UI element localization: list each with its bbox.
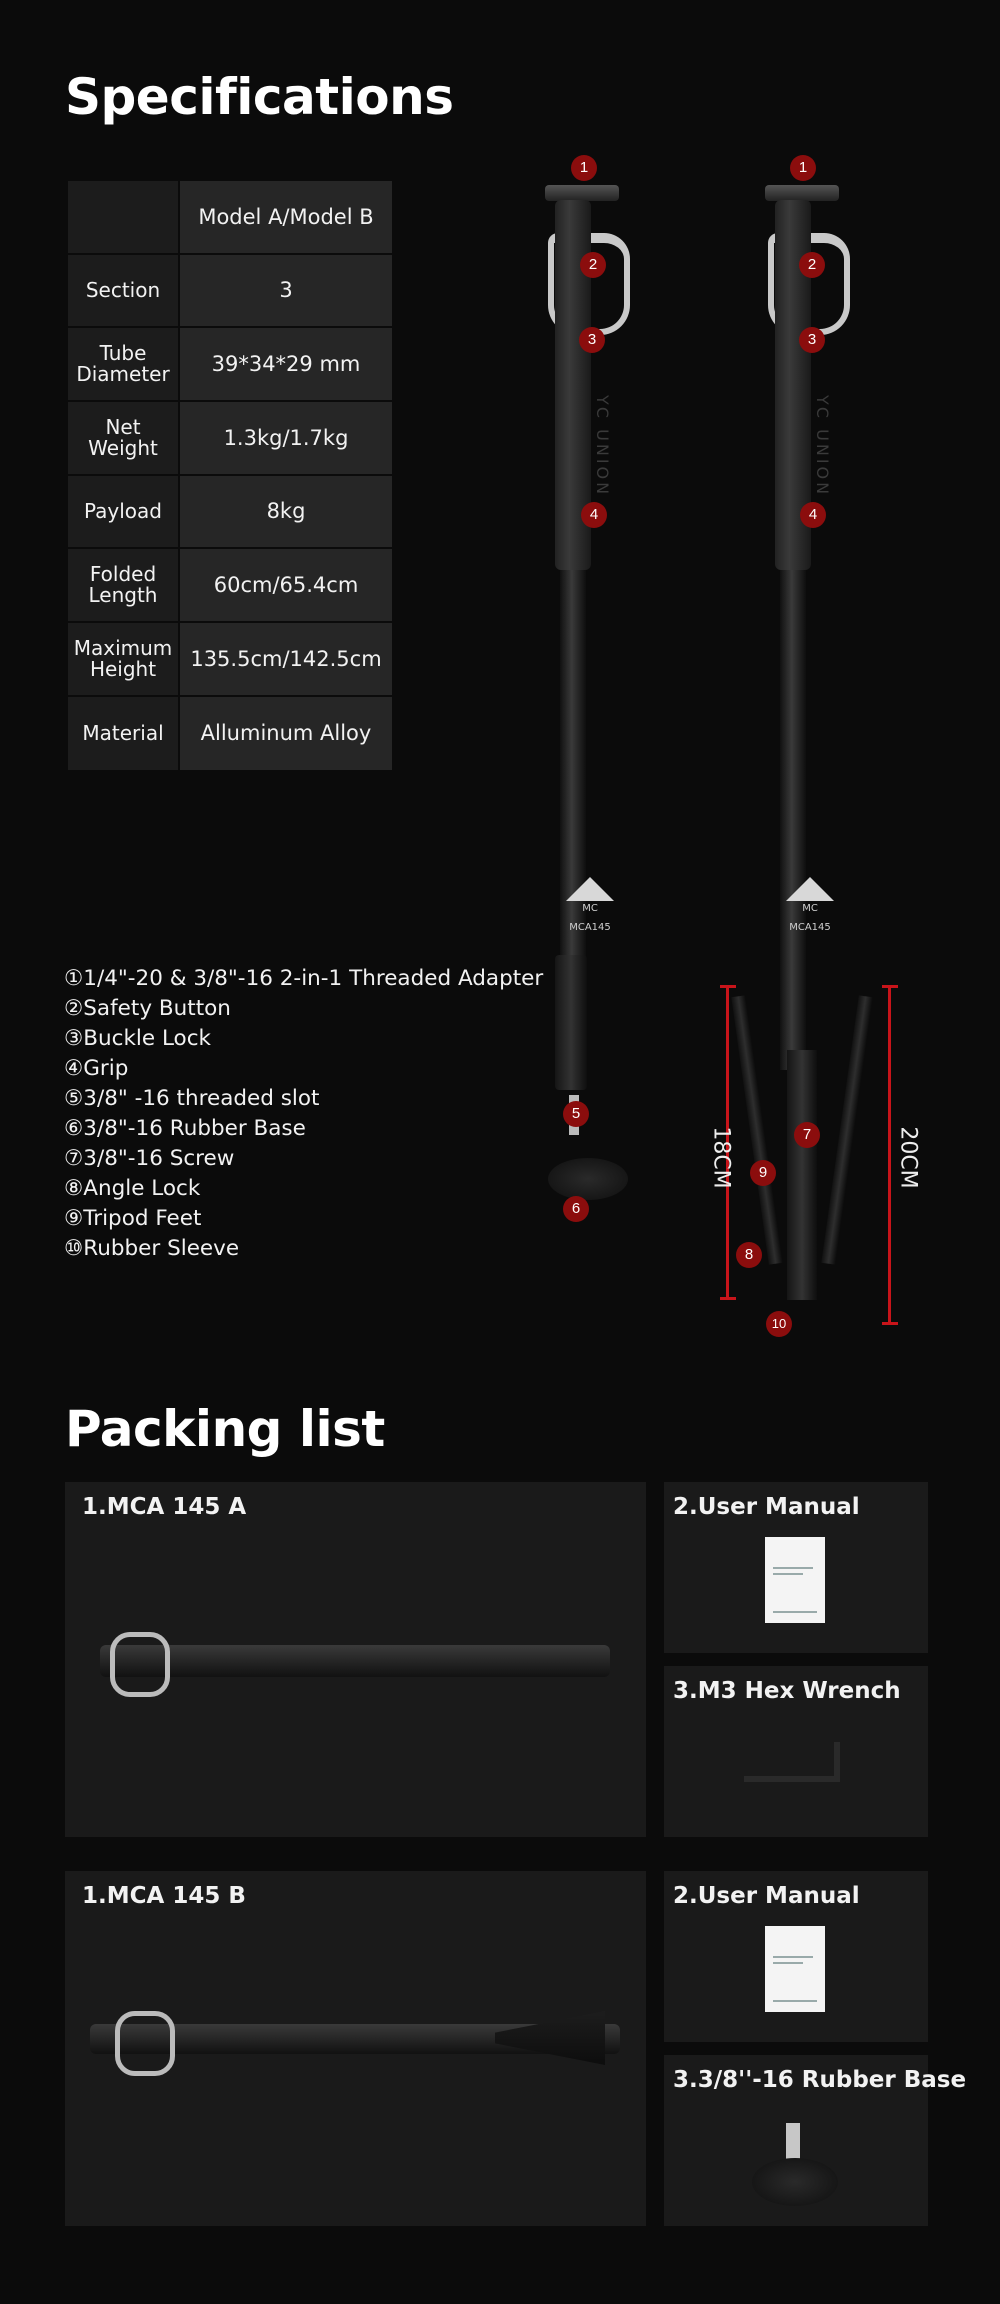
spec-label: Section bbox=[68, 254, 179, 327]
spec-value: 39*34*29 mm bbox=[179, 327, 392, 401]
spec-value: Alluminum Alloy bbox=[179, 696, 392, 771]
tripod-leg-left bbox=[731, 995, 782, 1264]
callout-badge: 3 bbox=[799, 327, 825, 353]
dimension-cap bbox=[720, 1297, 736, 1300]
spec-table bbox=[68, 181, 392, 772]
feature-item: ⑤3/8" -16 threaded slot bbox=[64, 1086, 320, 1111]
logo-a bbox=[566, 877, 614, 901]
monopod-b-feet bbox=[495, 2011, 605, 2065]
spec-value: 135.5cm/142.5cm bbox=[179, 622, 392, 696]
feature-item: ③Buckle Lock bbox=[64, 1026, 211, 1051]
callout-badge: 10 bbox=[766, 1311, 792, 1337]
dimension-cap bbox=[720, 985, 736, 988]
spec-value: 3 bbox=[179, 254, 392, 327]
rubber-base-a bbox=[548, 1158, 628, 1200]
monopod-b-buckle bbox=[115, 2011, 175, 2076]
hex-wrench-handle bbox=[834, 1742, 840, 1782]
spec-header-empty bbox=[68, 181, 179, 254]
callout-badge: 1 bbox=[790, 155, 816, 181]
spec-header-model: Model A/Model B bbox=[179, 181, 392, 254]
manual-icon bbox=[765, 1926, 825, 2012]
monopod-a-photo bbox=[100, 1645, 610, 1677]
model-text-b: MCA145 bbox=[789, 922, 831, 933]
feature-item: ⑧Angle Lock bbox=[64, 1176, 201, 1201]
kit-a-manual-box bbox=[664, 1482, 928, 1653]
spec-value: 1.3kg/1.7kg bbox=[179, 401, 392, 475]
spec-value: 60cm/65.4cm bbox=[179, 548, 392, 622]
dimension-cap bbox=[882, 985, 898, 988]
callout-badge: 7 bbox=[794, 1122, 820, 1148]
dimension-line-right bbox=[888, 985, 891, 1325]
model-text-a: MCA145 bbox=[569, 922, 611, 933]
top-plate-a bbox=[545, 185, 619, 201]
feature-item: ②Safety Button bbox=[64, 996, 231, 1021]
spec-label: Folded Length bbox=[68, 548, 179, 622]
logo-text-b: MC bbox=[802, 903, 818, 914]
feature-item: ④Grip bbox=[64, 1056, 129, 1081]
kit-b-main-box bbox=[65, 1871, 646, 2226]
spec-label: Maximum Height bbox=[68, 622, 179, 696]
packing-list-title: Packing list bbox=[65, 1400, 385, 1458]
callout-badge: 9 bbox=[750, 1160, 776, 1186]
monopod-a-buckle bbox=[110, 1632, 170, 1697]
feature-item: ⑥3/8"-16 Rubber Base bbox=[64, 1116, 306, 1141]
lower-tube-a bbox=[560, 570, 586, 960]
callout-badge: 3 bbox=[579, 327, 605, 353]
callout-badge: 6 bbox=[563, 1196, 589, 1222]
spec-label: Net Weight bbox=[68, 401, 179, 475]
callout-badge: 8 bbox=[736, 1242, 762, 1268]
kit-a-manual-label: 2.User Manual bbox=[673, 1494, 860, 1520]
brand-mark-a: YC UNION bbox=[593, 395, 612, 498]
hex-wrench-icon bbox=[744, 1776, 838, 1782]
manual-icon bbox=[765, 1537, 825, 1623]
rubber-base-icon bbox=[752, 2158, 838, 2206]
callout-badge: 4 bbox=[581, 502, 607, 528]
logo-text-a: MC bbox=[582, 903, 598, 914]
callout-badge: 4 bbox=[800, 502, 826, 528]
kit-b-manual-box bbox=[664, 1871, 928, 2042]
kit-b-main-label: 1.MCA 145 B bbox=[82, 1883, 246, 1909]
spec-value: 8kg bbox=[179, 475, 392, 548]
center-column-b bbox=[787, 1050, 817, 1300]
callout-badge: 1 bbox=[571, 155, 597, 181]
dimension-left-label: 18CM bbox=[708, 1126, 734, 1189]
spec-label: Tube Diameter bbox=[68, 327, 179, 401]
kit-a-extra-box bbox=[664, 1666, 928, 1837]
feature-item: ①1/4"-20 & 3/8"-16 2-in-1 Threaded Adapter bbox=[64, 966, 544, 991]
feature-item: ⑦3/8"-16 Screw bbox=[64, 1146, 235, 1171]
kit-a-main-label: 1.MCA 145 A bbox=[82, 1494, 247, 1520]
callout-badge: 2 bbox=[799, 252, 825, 278]
specifications-title: Specifications bbox=[65, 68, 454, 126]
callout-badge: 2 bbox=[580, 252, 606, 278]
tripod-leg-right bbox=[821, 995, 872, 1264]
kit-b-extra-box bbox=[664, 2055, 967, 2226]
feature-item: ⑨Tripod Feet bbox=[64, 1206, 202, 1231]
feature-list bbox=[64, 964, 543, 1264]
dimension-cap bbox=[882, 1322, 898, 1325]
feature-item: ⑩Rubber Sleeve bbox=[64, 1236, 240, 1261]
callout-badge: 5 bbox=[563, 1101, 589, 1127]
spec-label: Payload bbox=[68, 475, 179, 548]
lower-tube-b bbox=[780, 570, 806, 1070]
foot-tube-a bbox=[555, 955, 587, 1090]
kit-b-manual-label: 2.User Manual bbox=[673, 1883, 860, 1909]
rubber-base-screw-icon bbox=[786, 2123, 800, 2163]
brand-mark-b: YC UNION bbox=[813, 395, 832, 498]
logo-b bbox=[786, 877, 834, 901]
kit-a-extra-label: 3.M3 Hex Wrench bbox=[673, 1678, 901, 1704]
kit-a-main-box bbox=[65, 1482, 646, 1837]
dimension-right-label: 20CM bbox=[895, 1126, 921, 1189]
spec-label: Material bbox=[68, 696, 179, 771]
top-plate-b bbox=[765, 185, 839, 201]
kit-b-extra-label: 3.3/8''-16 Rubber Base bbox=[673, 2067, 967, 2093]
